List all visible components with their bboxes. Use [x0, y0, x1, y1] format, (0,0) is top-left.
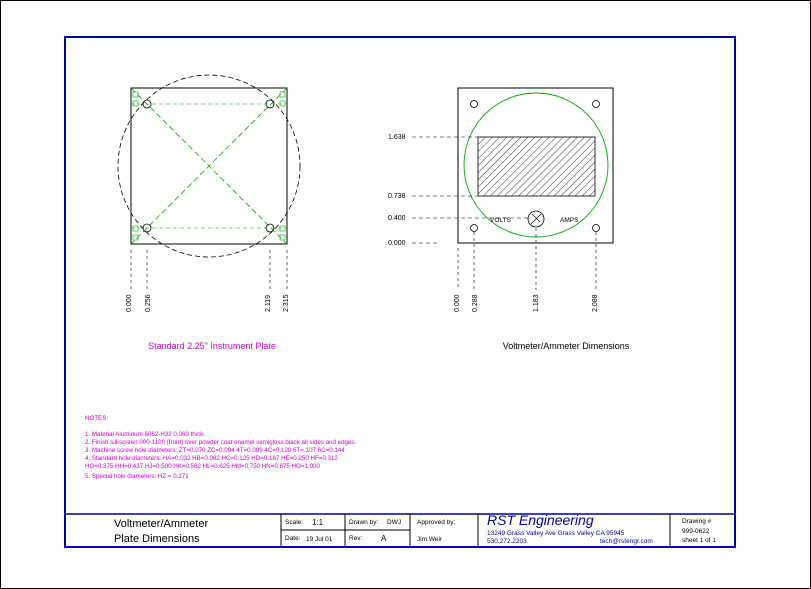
drawn-by-value: DWJ	[387, 519, 402, 526]
title-block	[65, 512, 735, 547]
x-dimension-label: 0.288	[472, 294, 479, 312]
voltmeter-ammeter-drawing	[388, 88, 630, 351]
x-dimension-label: 2.119	[265, 295, 272, 312]
y-dimension-label: 0.738	[388, 193, 406, 200]
left-drawing-caption: Standard 2.25" Instrument Plate	[148, 341, 276, 351]
corner-marker	[133, 101, 138, 106]
mount-hole	[471, 225, 478, 232]
note-line: 1. Material Aluminum 6062-H32 0.060 thick.	[85, 431, 206, 438]
note-line: 4. Standard hole diameters: HA=0.032 HB=0.062 HC=0.125 HD=0.187 HE=0.250 HF=0.312	[85, 455, 338, 462]
amps-label: AMPS	[560, 217, 579, 224]
company-address: 13249 Grass Valley Ave Grass Valley CA 95945	[487, 530, 625, 537]
note-line: 5. Special hole diameters: HZ = 0.171	[85, 473, 189, 480]
volts-label: VOLTS	[490, 217, 511, 224]
x-dimension-label: 0.000	[126, 294, 133, 312]
notes-section	[85, 415, 357, 480]
company-email: tech@rstengr.com	[600, 538, 653, 545]
scale-label: Scale:	[285, 519, 304, 526]
corner-marker	[280, 226, 285, 231]
company-name: RST Engineering	[487, 512, 594, 528]
drawing-border	[65, 37, 735, 547]
company-phone: 530.272.2203	[487, 538, 527, 545]
drawing-title-line2: Plate Dimensions	[114, 533, 200, 545]
selector-switch-mark	[532, 214, 540, 222]
note-line: HG=0.375 HH=0.437 HJ=0.500 HK=0.562 HL=0.625 HM=0.750 HN=0.875 HO=1.000	[85, 463, 320, 470]
mount-hole	[593, 225, 600, 232]
y-dimension-label: 1.638	[388, 134, 406, 141]
x-dimension-label: 2.315	[283, 294, 290, 312]
note-line: 3. Machine screw hole diameters: ZT=0.070 ZC=0.094 4T=0.089 4C=0.120 6T=.107 6C=0.144	[85, 447, 345, 454]
mount-hole	[593, 101, 600, 108]
corner-marker	[280, 101, 285, 106]
y-dimension-label: 0.400	[388, 215, 406, 222]
note-line: 2. Finish silkscreen 000-1100 (front) over powder coat enamel semigloss black all sides and edges.	[85, 439, 357, 446]
drawing-number-value: 999-0622	[682, 528, 710, 535]
scale-value: 1:1	[312, 518, 324, 527]
selector-switch-mark	[531, 214, 541, 224]
mount-hole	[471, 101, 478, 108]
rev-label: Rev:	[349, 535, 363, 542]
notes-heading: NOTES:	[85, 415, 109, 422]
date-value: 19 Jul 01	[306, 536, 333, 543]
drawing-title-line1: Voltmeter/Ammeter	[114, 518, 209, 530]
approved-by-label: Approved by:	[417, 519, 456, 526]
date-label: Date:	[285, 535, 301, 542]
x-dimension-label: 2.088	[592, 294, 599, 312]
y-dimension-label: 0.000	[388, 240, 406, 247]
corner-marker	[133, 226, 138, 231]
right-drawing-caption: Voltmeter/Ammeter Dimensions	[502, 341, 630, 351]
x-dimension-label: 0.000	[454, 294, 461, 312]
rev-value: A	[381, 534, 387, 543]
standard-plate-drawing	[118, 75, 300, 351]
display-window-hatched	[478, 137, 595, 196]
x-dimension-label: 0.256	[145, 294, 152, 312]
drawn-by-label: Drawn by:	[349, 519, 379, 526]
drawing-number-label: Drawing #	[682, 518, 712, 525]
x-dimension-label: 1.183	[533, 294, 540, 312]
approved-by-value: Jim Weir	[417, 536, 443, 543]
sheet-number: sheet 1 of 1	[682, 537, 716, 544]
